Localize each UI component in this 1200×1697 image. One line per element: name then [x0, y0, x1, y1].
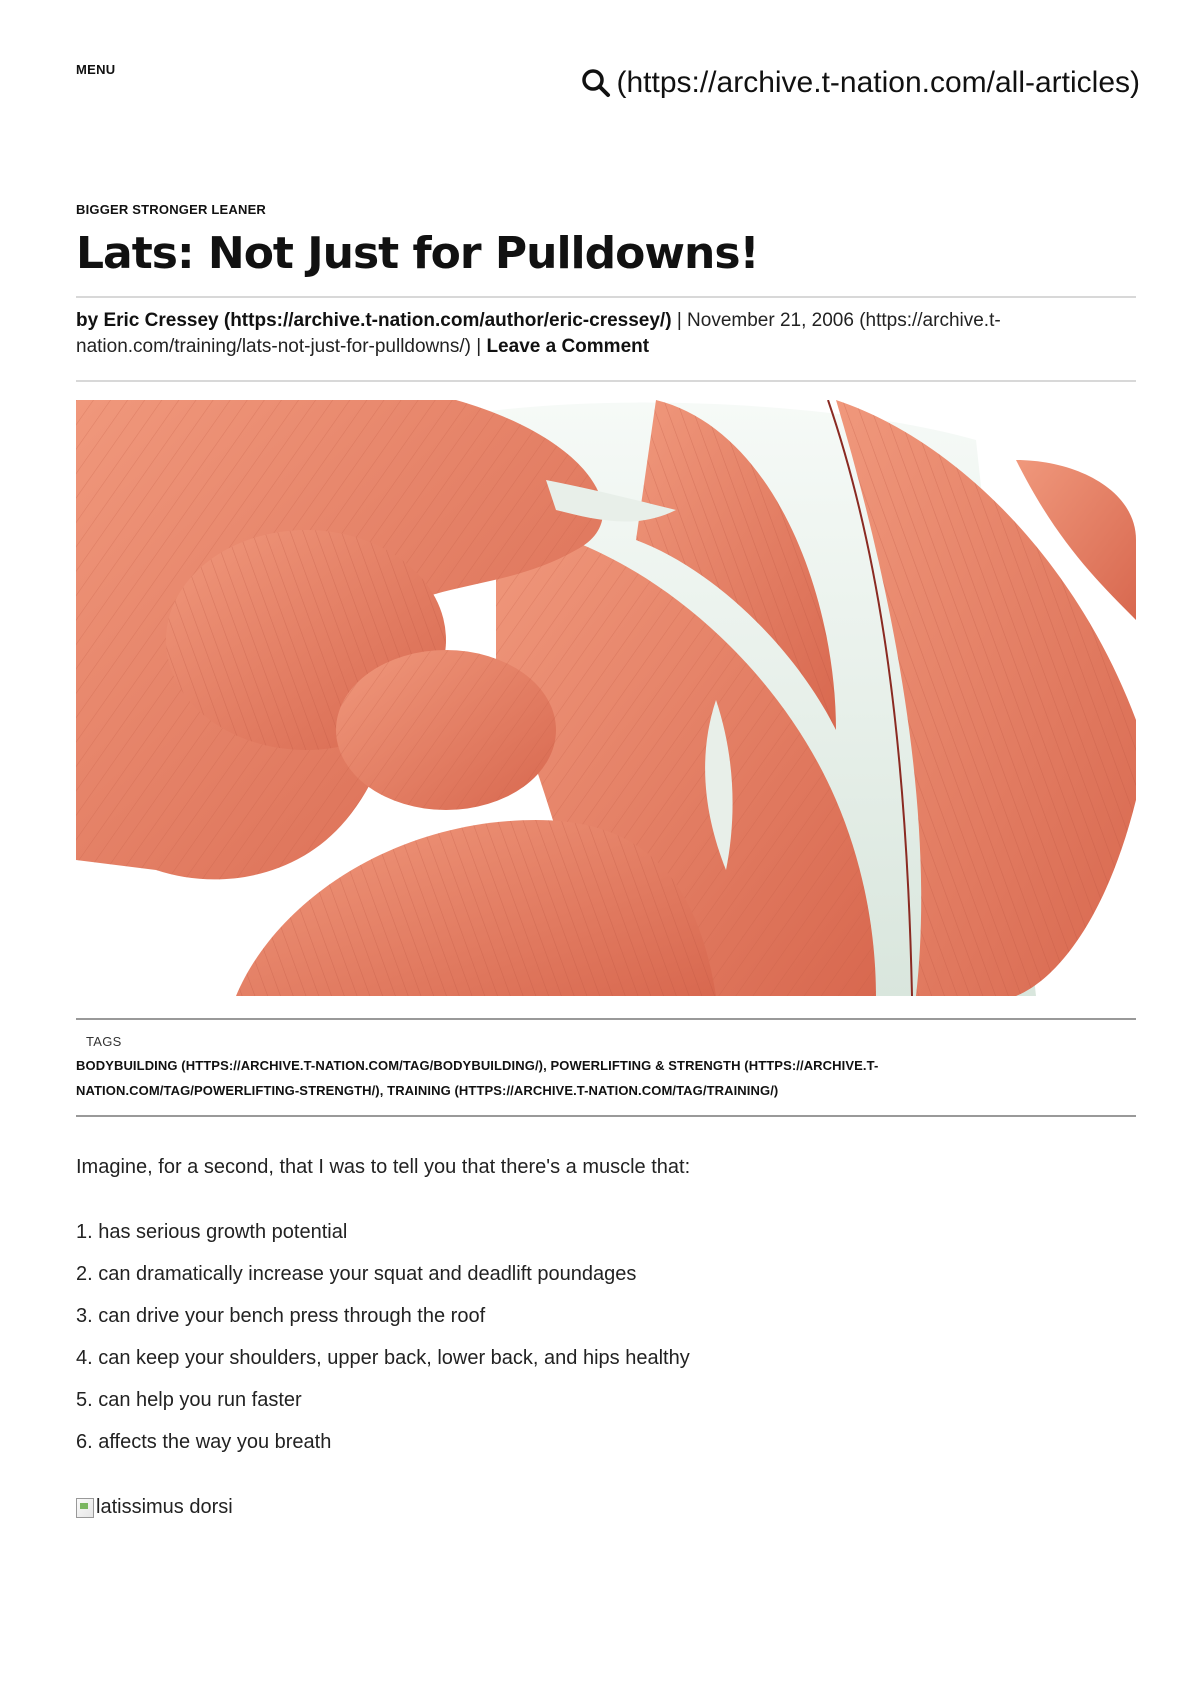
benefit-list: [76, 1218, 690, 1470]
author-link[interactable]: by Eric Cressey (https://archive.t-nation.com/author/eric-cressey/): [76, 310, 672, 331]
byline-separator: |: [676, 310, 682, 331]
divider: [76, 1018, 1136, 1020]
list-item: 2. can dramatically increase your squat and deadlift poundages: [76, 1263, 637, 1285]
list-item: 4. can keep your shoulders, upper back, lower back, and hips healthy: [76, 1347, 690, 1369]
byline-separator: |: [476, 336, 482, 357]
search-link-text[interactable]: (https://archive.t-nation.com/all-articles): [616, 66, 1140, 99]
leave-comment-link[interactable]: Leave a Comment: [486, 336, 650, 357]
search-icon[interactable]: [580, 67, 612, 99]
list-item: 3. can drive your bench press through the roof: [76, 1305, 486, 1327]
muscle-illustration: [76, 400, 1136, 996]
intro-paragraph: Imagine, for a second, that I was to tell you that there's a muscle that:: [76, 1156, 691, 1178]
tags-links-continued[interactable]: NATION.COM/TAG/POWERLIFTING-STRENGTH/), TRAINING (HTTPS://ARCHIVE.T-NATION.COM/TAG/TRAINING/): [76, 1083, 779, 1098]
tags-links[interactable]: BODYBUILDING (HTTPS://ARCHIVE.T-NATION.COM/TAG/BODYBUILDING/), POWERLIFTING & STRENGTH (HTTPS://ARCHIVE.T-: [76, 1058, 879, 1073]
broken-image-icon: [76, 1498, 94, 1518]
article-category[interactable]: BIGGER STRONGER LEANER: [76, 202, 267, 217]
list-item: 6. affects the way you breath: [76, 1431, 332, 1453]
byline: [76, 308, 1136, 360]
list-item: 1. has serious growth potential: [76, 1221, 348, 1243]
hero-image: [76, 400, 1136, 996]
date-link-continued[interactable]: nation.com/training/lats-not-just-for-pulldowns/): [76, 336, 471, 357]
broken-image: [76, 1496, 233, 1519]
image-alt-text: latissimus dorsi: [96, 1496, 233, 1518]
page-title: Lats: Not Just for Pulldowns!: [76, 228, 759, 279]
search-link[interactable]: [580, 66, 1140, 100]
list-item: 5. can help you run faster: [76, 1389, 302, 1411]
divider: [76, 296, 1136, 298]
menu-button[interactable]: MENU: [76, 62, 116, 77]
date-link[interactable]: November 21, 2006 (https://archive.t-: [687, 310, 1001, 331]
divider: [76, 380, 1136, 382]
divider: [76, 1115, 1136, 1117]
tags-label: TAGS: [86, 1034, 122, 1049]
